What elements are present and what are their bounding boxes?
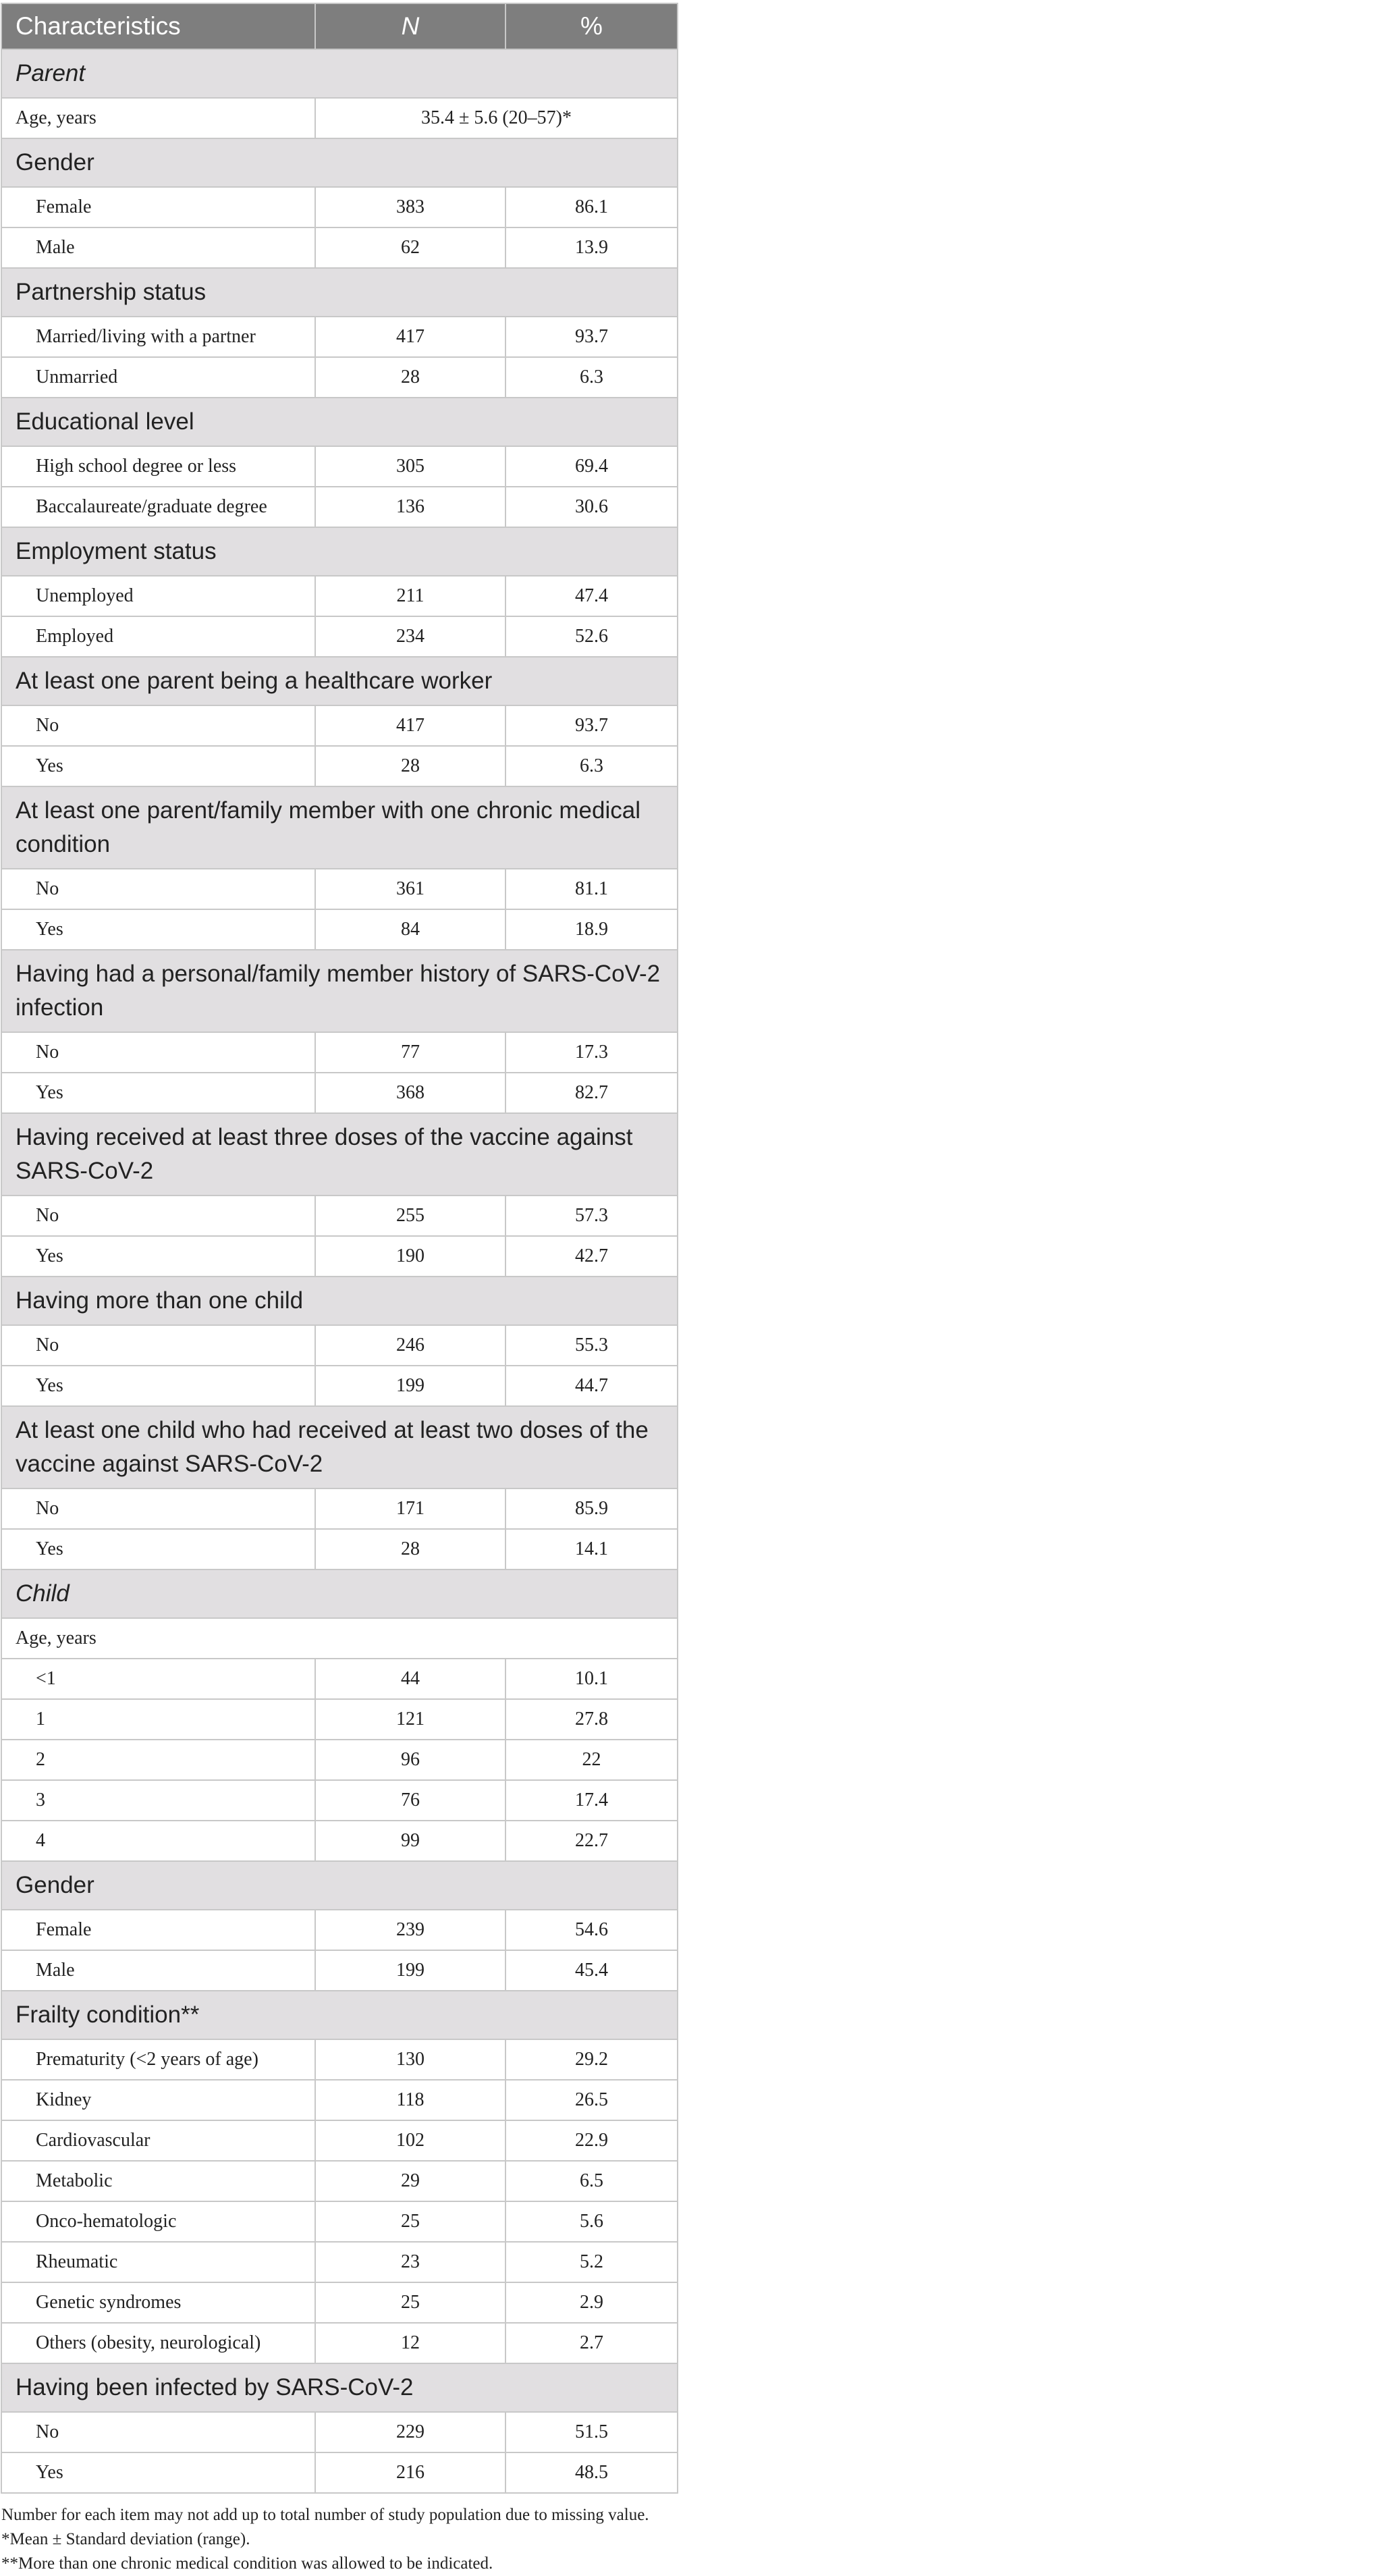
row-n-value: 28 — [315, 1529, 505, 1569]
row-n-value: 25 — [315, 2282, 505, 2323]
row-label: Yes — [1, 909, 315, 950]
row-label: No — [1, 1488, 315, 1529]
row-n-value: 25 — [315, 2201, 505, 2242]
section-header-row — [1, 1277, 678, 1325]
row-percent-value: 18.9 — [505, 909, 678, 950]
row-label: Baccalaureate/graduate degree — [1, 487, 315, 527]
row-n-value: 171 — [315, 1488, 505, 1529]
table-body — [1, 49, 678, 2493]
section-header-row — [1, 1113, 678, 1196]
table-row — [1, 1659, 678, 1699]
row-percent-value: 5.6 — [505, 2201, 678, 2242]
row-label: Yes — [1, 1236, 315, 1277]
table-row — [1, 2282, 678, 2323]
table-row — [1, 487, 678, 527]
section-header-row — [1, 657, 678, 705]
row-n-value: 190 — [315, 1236, 505, 1277]
table-row — [1, 1618, 678, 1659]
table-row — [1, 2201, 678, 2242]
row-label: No — [1, 705, 315, 746]
table-row — [1, 1196, 678, 1236]
row-n-value: 99 — [315, 1821, 505, 1861]
table-row — [1, 2412, 678, 2452]
section-header-label: Having received at least three doses of the vaccine against SARS-CoV-2 — [1, 1113, 678, 1196]
table-row — [1, 746, 678, 786]
section-header-label: Frailty condition** — [1, 1991, 678, 2039]
row-percent-value: 14.1 — [505, 1529, 678, 1569]
table-row — [1, 2452, 678, 2493]
table-row — [1, 1032, 678, 1073]
row-percent-value: 22.9 — [505, 2120, 678, 2161]
row-percent-value: 85.9 — [505, 1488, 678, 1529]
section-header-label: Educational level — [1, 398, 678, 446]
table-footnotes — [0, 2503, 678, 2576]
row-label: Married/living with a partner — [1, 317, 315, 357]
header-characteristics: Characteristics — [1, 3, 315, 49]
section-header-row — [1, 1406, 678, 1488]
section-header-label: At least one parent being a healthcare worker — [1, 657, 678, 705]
footnote-multiple-conditions: **More than one chronic medical condition was allowed to be indicated. — [1, 2554, 493, 2573]
row-n-value: 305 — [315, 446, 505, 487]
row-percent-value: 47.4 — [505, 576, 678, 616]
section-header-label: Gender — [1, 138, 678, 187]
section-header-row — [1, 527, 678, 576]
table-header-row — [1, 3, 678, 49]
row-label: High school degree or less — [1, 446, 315, 487]
row-percent-value: 29.2 — [505, 2039, 678, 2080]
row-n-value: 239 — [315, 1910, 505, 1950]
row-n-value: 361 — [315, 869, 505, 909]
header-percent: % — [505, 3, 678, 49]
row-label: Yes — [1, 746, 315, 786]
row-percent-value: 45.4 — [505, 1950, 678, 1991]
row-label: Female — [1, 187, 315, 227]
row-percent-value: 82.7 — [505, 1073, 678, 1113]
row-percent-value: 93.7 — [505, 705, 678, 746]
section-header-row — [1, 138, 678, 187]
row-label: <1 — [1, 1659, 315, 1699]
table-row — [1, 705, 678, 746]
row-percent-value: 69.4 — [505, 446, 678, 487]
table-row — [1, 616, 678, 657]
table-row — [1, 1325, 678, 1366]
row-percent-value: 10.1 — [505, 1659, 678, 1699]
row-n-value: 255 — [315, 1196, 505, 1236]
row-label: Prematurity (<2 years of age) — [1, 2039, 315, 2080]
table-row — [1, 1910, 678, 1950]
row-label: Onco-hematologic — [1, 2201, 315, 2242]
table-row — [1, 1236, 678, 1277]
row-label: Yes — [1, 1529, 315, 1569]
row-n-value: 76 — [315, 1780, 505, 1821]
row-label: Yes — [1, 1366, 315, 1406]
document — [0, 0, 678, 2576]
row-percent-value: 6.3 — [505, 357, 678, 398]
table-row — [1, 1780, 678, 1821]
table-row — [1, 317, 678, 357]
row-label: Metabolic — [1, 2161, 315, 2201]
row-label: No — [1, 869, 315, 909]
row-label: Yes — [1, 1073, 315, 1113]
row-percent-value: 2.7 — [505, 2323, 678, 2363]
row-n-value: 84 — [315, 909, 505, 950]
row-n-value: 136 — [315, 487, 505, 527]
row-label: Female — [1, 1910, 315, 1950]
row-n-value: 118 — [315, 2080, 505, 2120]
section-header-label: At least one parent/family member with one chronic medical condition — [1, 786, 678, 869]
row-percent-value: 81.1 — [505, 869, 678, 909]
section-header-row — [1, 398, 678, 446]
row-n-value: 417 — [315, 705, 505, 746]
row-n-value: 211 — [315, 576, 505, 616]
row-percent-value: 48.5 — [505, 2452, 678, 2493]
row-percent-value: 55.3 — [505, 1325, 678, 1366]
section-header-label: Employment status — [1, 527, 678, 576]
row-percent-value: 5.2 — [505, 2242, 678, 2282]
row-n-value: 216 — [315, 2452, 505, 2493]
section-header-label: Having more than one child — [1, 1277, 678, 1325]
table-row — [1, 357, 678, 398]
section-header-row — [1, 786, 678, 869]
row-n-value: 234 — [315, 616, 505, 657]
row-label: Unemployed — [1, 576, 315, 616]
table-row — [1, 869, 678, 909]
row-label: Rheumatic — [1, 2242, 315, 2282]
row-label: Male — [1, 227, 315, 268]
row-label: Unmarried — [1, 357, 315, 398]
row-n-value: 121 — [315, 1699, 505, 1740]
table-row — [1, 1821, 678, 1861]
table-row — [1, 909, 678, 950]
row-n-value: 62 — [315, 227, 505, 268]
row-label: Yes — [1, 2452, 315, 2493]
row-label: 1 — [1, 1699, 315, 1740]
row-n-value: 96 — [315, 1740, 505, 1780]
row-label: No — [1, 1032, 315, 1073]
row-n-value: 246 — [315, 1325, 505, 1366]
row-percent-value: 2.9 — [505, 2282, 678, 2323]
section-header-label: Gender — [1, 1861, 678, 1910]
row-percent-value: 13.9 — [505, 227, 678, 268]
section-header-row — [1, 49, 678, 98]
table-row — [1, 1950, 678, 1991]
row-n-value: 199 — [315, 1950, 505, 1991]
row-label: Male — [1, 1950, 315, 1991]
table-row — [1, 1366, 678, 1406]
section-header-label: Having had a personal/family member history of SARS-CoV-2 infection — [1, 950, 678, 1032]
row-label: Cardiovascular — [1, 2120, 315, 2161]
header-n: N — [315, 3, 505, 49]
section-header-label: Having been infected by SARS-CoV-2 — [1, 2363, 678, 2412]
row-percent-value: 6.3 — [505, 746, 678, 786]
row-label: No — [1, 1196, 315, 1236]
section-header-row — [1, 268, 678, 317]
section-header-row — [1, 1991, 678, 2039]
table-row — [1, 576, 678, 616]
table-row — [1, 2039, 678, 2080]
row-n-value: 368 — [315, 1073, 505, 1113]
row-percent-value: 57.3 — [505, 1196, 678, 1236]
row-merged-value: 35.4 ± 5.6 (20–57)* — [315, 98, 678, 138]
row-n-value: 28 — [315, 357, 505, 398]
section-header-row — [1, 2363, 678, 2412]
table-row — [1, 2120, 678, 2161]
row-n-value: 44 — [315, 1659, 505, 1699]
row-label: No — [1, 1325, 315, 1366]
row-percent-value: 54.6 — [505, 1910, 678, 1950]
row-percent-value: 22.7 — [505, 1821, 678, 1861]
footnote-missing: Number for each item may not add up to total number of study population due to missing value. — [1, 2506, 649, 2524]
row-label: 2 — [1, 1740, 315, 1780]
table-row — [1, 446, 678, 487]
table-row — [1, 1488, 678, 1529]
row-percent-value: 17.3 — [505, 1032, 678, 1073]
table-row — [1, 1529, 678, 1569]
footnote-mean-sd: *Mean ± Standard deviation (range). — [1, 2530, 250, 2548]
table-row — [1, 1699, 678, 1740]
row-n-value: 77 — [315, 1032, 505, 1073]
row-percent-value: 93.7 — [505, 317, 678, 357]
row-label: Employed — [1, 616, 315, 657]
row-percent-value: 52.6 — [505, 616, 678, 657]
table-row — [1, 1740, 678, 1780]
row-n-value: 130 — [315, 2039, 505, 2080]
row-percent-value: 26.5 — [505, 2080, 678, 2120]
row-percent-value: 27.8 — [505, 1699, 678, 1740]
row-percent-value: 51.5 — [505, 2412, 678, 2452]
row-percent-value: 6.5 — [505, 2161, 678, 2201]
table-row — [1, 1073, 678, 1113]
row-label: Kidney — [1, 2080, 315, 2120]
row-n-value: 229 — [315, 2412, 505, 2452]
row-label: Age, years — [1, 98, 315, 138]
row-n-value: 417 — [315, 317, 505, 357]
section-header-label: Partnership status — [1, 268, 678, 317]
section-header-row — [1, 1861, 678, 1910]
row-n-value: 383 — [315, 187, 505, 227]
table-row — [1, 187, 678, 227]
row-n-value: 29 — [315, 2161, 505, 2201]
table-row — [1, 98, 678, 138]
row-n-value: 102 — [315, 2120, 505, 2161]
table-row — [1, 227, 678, 268]
table-row — [1, 2161, 678, 2201]
row-percent-value: 42.7 — [505, 1236, 678, 1277]
row-label: Genetic syndromes — [1, 2282, 315, 2323]
row-label: Others (obesity, neurological) — [1, 2323, 315, 2363]
section-header-row — [1, 1569, 678, 1618]
row-label: 4 — [1, 1821, 315, 1861]
row-n-value: 199 — [315, 1366, 505, 1406]
row-percent-value: 30.6 — [505, 487, 678, 527]
section-header-row — [1, 950, 678, 1032]
table-row — [1, 2080, 678, 2120]
row-label: No — [1, 2412, 315, 2452]
row-percent-value: 17.4 — [505, 1780, 678, 1821]
row-percent-value: 44.7 — [505, 1366, 678, 1406]
row-n-value: 28 — [315, 746, 505, 786]
table-row — [1, 2323, 678, 2363]
row-n-value: 12 — [315, 2323, 505, 2363]
characteristics-table — [1, 3, 678, 2494]
section-header-label: Child — [1, 1569, 678, 1618]
row-n-value: 23 — [315, 2242, 505, 2282]
table-row — [1, 2242, 678, 2282]
row-percent-value: 22 — [505, 1740, 678, 1780]
row-percent-value: 86.1 — [505, 187, 678, 227]
section-header-label: Parent — [1, 49, 678, 98]
section-header-label: At least one child who had received at least two doses of the vaccine against SARS-CoV-2 — [1, 1406, 678, 1488]
row-sublabel: Age, years — [1, 1618, 678, 1659]
row-label: 3 — [1, 1780, 315, 1821]
